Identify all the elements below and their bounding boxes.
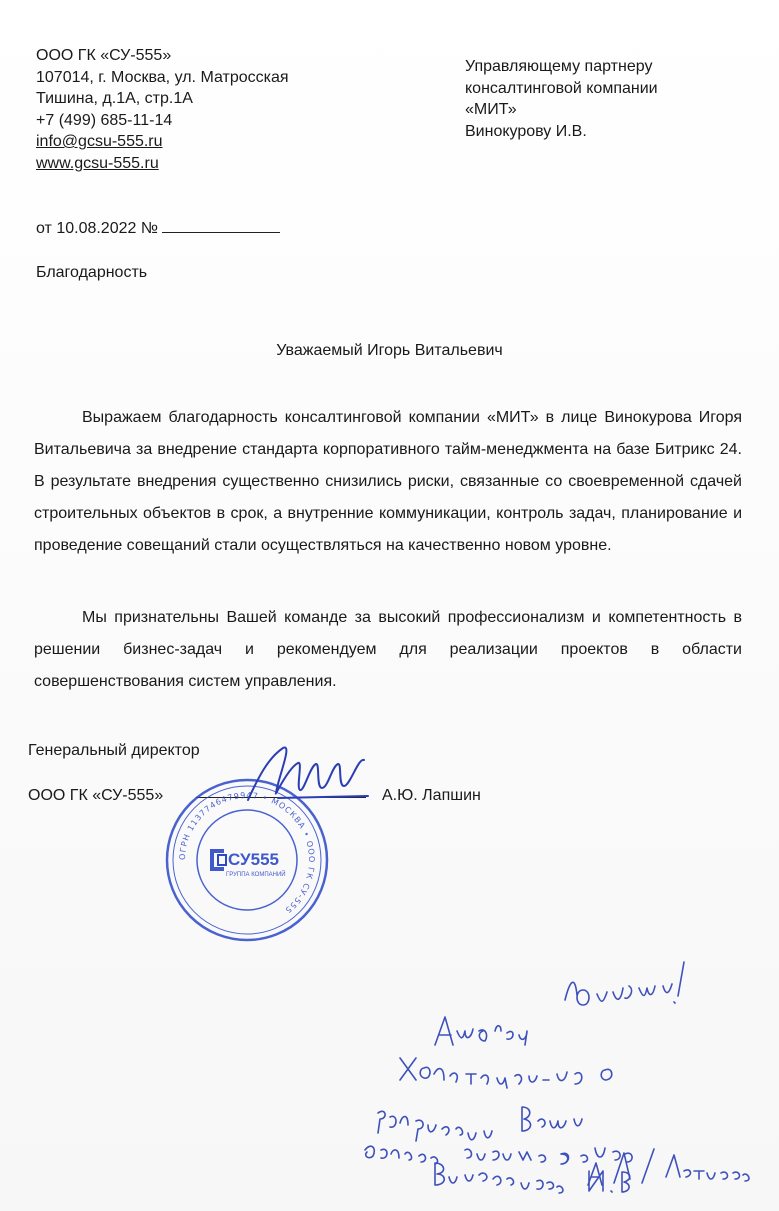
recipient-line2: консалтинговой компании <box>465 79 658 97</box>
sender-block <box>36 45 289 174</box>
body-paragraph-2-text: Мы признательны Вашей команде за высокий профессионализм и компетентность в решении бизнес-задач и рекомендуем для реализации проектов в области совершенствования систем управления. <box>34 609 742 690</box>
body-paragraph-1-text: Выражаем благодарность консалтинговой компании «МИТ» в лице Винокурова Игоря Витальевича за внедрение стандарта корпоративного тайм-менеджмента на базе Битрикс 24. В результате внедрения существенно снизились риски, связанные со своевременной сдачей строительных объектов в срок, а внутренние коммуникации, контроль задач, планирование и проведение совещаний стали осуществляться на качественно новом уровне. <box>34 409 742 554</box>
body-paragraph-1 <box>34 402 742 562</box>
sender-address-line1: 107014, г. Москва, ул. Матросская <box>36 68 289 86</box>
signatory-position: Генеральный директор <box>28 742 200 759</box>
doc-ref <box>36 218 280 240</box>
recipient-line3: «МИТ» <box>465 101 517 118</box>
seal-logo-text: СУ555 <box>228 850 279 869</box>
seal-logo-subtext: ГРУППА КОМПАНИЙ <box>226 872 286 878</box>
seal-logo-icon <box>210 849 226 871</box>
recipient-line4: Винокурову И.В. <box>465 122 587 140</box>
body-paragraph-2 <box>34 602 742 698</box>
seal-ring-text: ОГРН 1137746479947 • МОСКВА • ООО ГК СУ-555 <box>177 790 317 916</box>
signatory-company: ООО ГК «СУ-555» <box>28 787 164 804</box>
salutation: Уважаемый Игорь Витальевич <box>276 342 503 359</box>
sender-address-line2: Тишина, д.1А, стр.1А <box>36 90 193 107</box>
doc-subject: Благодарность <box>36 264 148 281</box>
sender-company: ООО ГК «СУ-555» <box>36 47 172 64</box>
recipient-line1: Управляющему партнеру <box>465 58 653 75</box>
sender-email-link[interactable]: info@gcsu-555.ru <box>36 133 163 150</box>
handwritten-note <box>360 945 770 1195</box>
sender-website-link[interactable]: www.gcsu-555.ru <box>36 154 159 172</box>
doc-date-label: от 10.08.2022 № <box>36 220 159 237</box>
sender-phone: +7 (499) 685-11-14 <box>36 111 173 129</box>
signatory-name: А.Ю. Лапшин <box>382 787 481 804</box>
director-signature-drawing <box>238 738 378 808</box>
doc-number-blank <box>162 218 280 233</box>
recipient-block <box>465 56 658 142</box>
